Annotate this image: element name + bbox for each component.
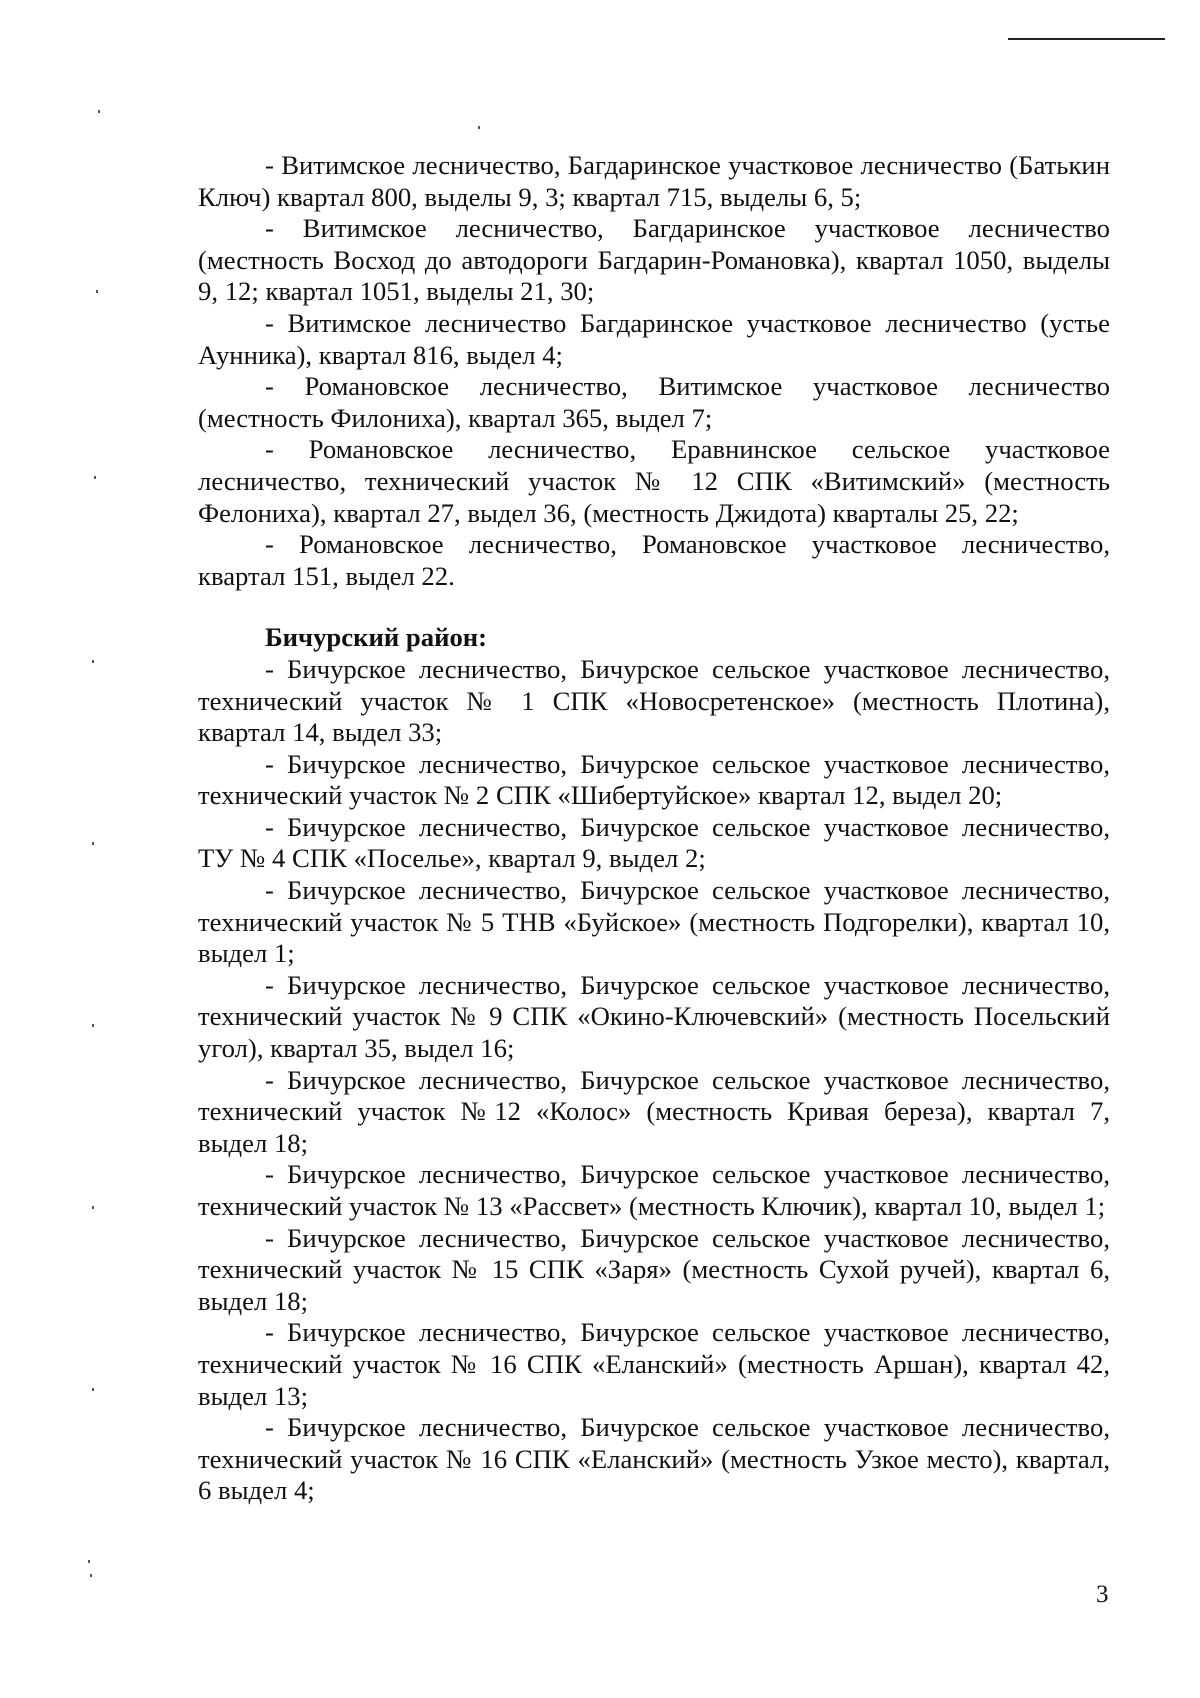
scan-speck [478, 126, 480, 129]
paragraph: - Витимское лесничество, Багдаринское участковое лесничество (местность Восход до автодороги Багдарин-Романовка), квартал 1050, выделы 9, 12; квартал 1051, выделы 21, 30; [198, 213, 1110, 307]
paragraph: - Витимское лесничество Багдаринское участковое лесничество (устье Аунника), квартал 816, выдел 4; [198, 307, 1110, 370]
scan-speck [90, 1574, 92, 1577]
paragraph: - Бичурское лесничество, Бичурское сельское участковое лесничество, ТУ № 4 СПК «Поселье», квартал 9, выдел 2; [198, 811, 1110, 874]
scan-speck [92, 1024, 94, 1027]
scan-speck [92, 842, 94, 845]
paragraph: - Бичурское лесничество, Бичурское сельское участковое лесничество, технический участок № 13 «Рассвет» (местность Ключик), квартал 10, выдел 1; [198, 1159, 1110, 1221]
paragraph: - Витимское лесничество, Багдаринское участковое лесничество (Батькин Ключ) квартал 800, выделы 9, 3; квартал 715, выделы 6, 5; [198, 150, 1110, 212]
paragraph: - Бичурское лесничество, Бичурское сельское участковое лесничество, технический участок № 9 СПК «Окино-Ключевский» (местность Посельский угол), квартал 35, выдел 16; [198, 969, 1110, 1064]
section-heading: Бичурский район: [265, 622, 488, 653]
paragraph: - Бичурское лесничество, Бичурское сельское участковое лесничество, технический участок № 15 СПК «Заря» (местность Сухой ручей), квартал 6, выдел 18; [198, 1222, 1110, 1316]
scan-speck [94, 476, 96, 479]
paragraph: - Романовское лесничество, Витимское участковое лесничество (местность Филониха), квартал 365, выдел 7; [198, 371, 1110, 433]
paragraph: - Романовское лесничество, Еравнинское сельское участковое лесничество, технический участок № 12 СПК «Витимский» (местность Фелониха), квартал 27, выдел 36, (местность Джидота) кварталы 25, 22; [198, 434, 1110, 528]
page-number: 3 [1096, 1581, 1109, 1608]
paragraph: - Бичурское лесничество, Бичурское сельское участковое лесничество, технический участок № 16 СПК «Еланский» (местность Узкое место), квартал, 6 выдел 4; [198, 1412, 1110, 1506]
paragraph: - Бичурское лесничество, Бичурское сельское участковое лесничество, технический участок № 5 ТНВ «Буйское» (местность Подгорелки), квартал 10, выдел 1; [198, 875, 1110, 969]
paragraph: - Бичурское лесничество, Бичурское сельское участковое лесничество, технический участок № 16 СПК «Еланский» (местность Аршан), квартал 42, выдел 13; [198, 1317, 1110, 1411]
scan-speck [92, 1388, 94, 1391]
top-rule [1008, 38, 1165, 40]
paragraph: - Бичурское лесничество, Бичурское сельское участковое лесничество, технический участок № 2 СПК «Шибертуйское» квартал 12, выдел 20; [198, 748, 1110, 811]
scan-speck [92, 1206, 94, 1209]
paragraph: - Бичурское лесничество, Бичурское сельское участковое лесничество, технический участок № 1 СПК «Новосретенское» (местность Плотина), квартал 14, выдел 33; [198, 653, 1110, 748]
document-body [198, 150, 1110, 1507]
paragraph: - Бичурское лесничество, Бичурское сельское участковое лесничество, технический участок №12 «Колос» (местность Кривая береза), квартал 7, выдел 18; [198, 1064, 1110, 1158]
scan-speck [98, 110, 100, 113]
scan-speck [92, 660, 94, 663]
scan-speck [96, 290, 98, 293]
scan-speck [88, 1560, 90, 1563]
paragraph: - Романовское лесничество, Романовское участковое лесничество, квартал 151, выдел 22. [198, 529, 1110, 591]
